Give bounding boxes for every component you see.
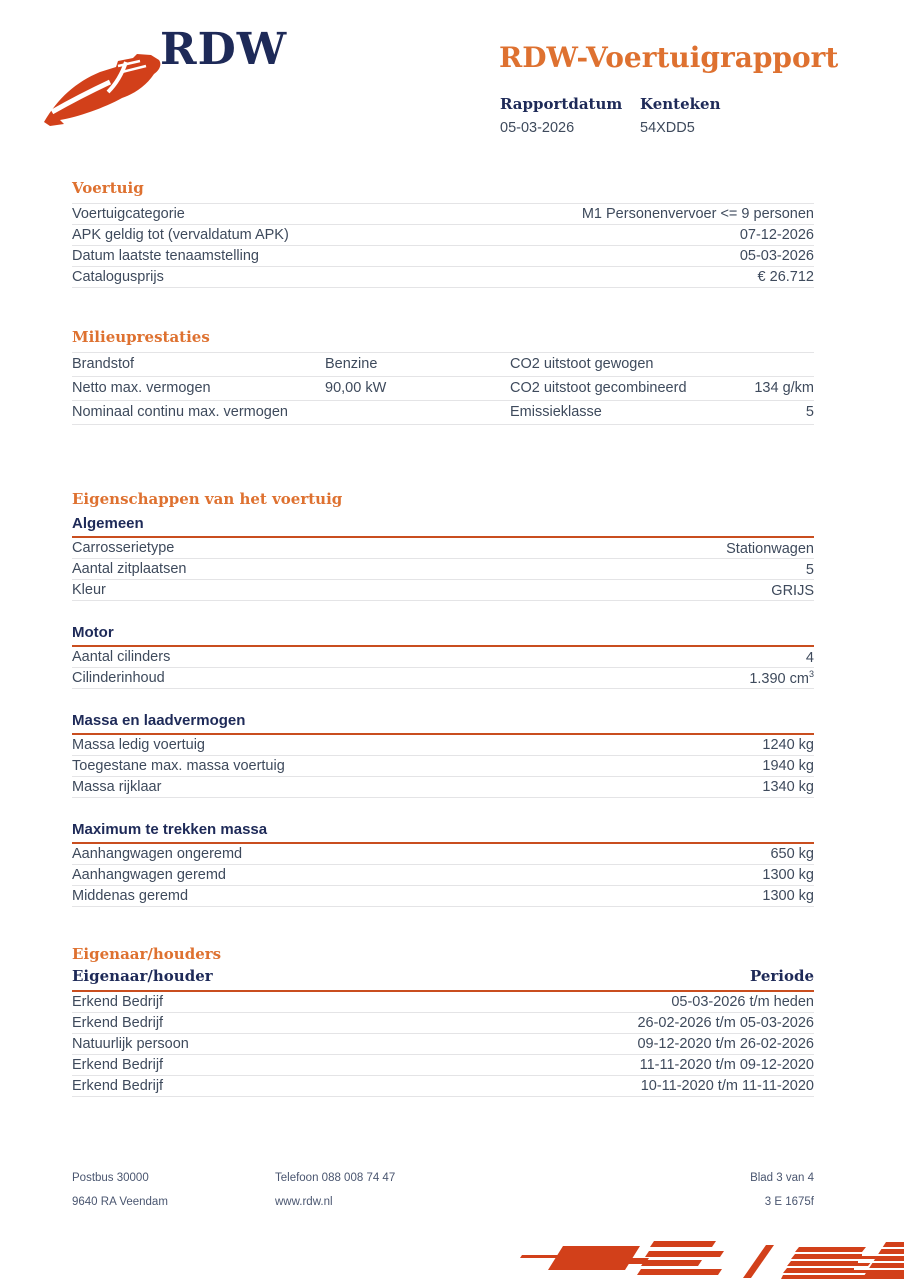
report-meta <box>500 95 780 136</box>
row-label-left: Brandstof <box>72 356 135 372</box>
table-row <box>72 756 814 777</box>
owner-period: 09-12-2020 t/m 26-02-2026 <box>637 1035 814 1052</box>
milieu-rows <box>72 353 814 425</box>
table-row <box>72 1034 814 1055</box>
row-value-text: Stationwagen <box>726 540 814 557</box>
report-date-value: 05-03-2026 <box>500 120 575 136</box>
row-value: 1940 kg <box>762 757 814 774</box>
table-row <box>72 886 814 907</box>
row-value: € 26.712 <box>757 268 814 285</box>
row-label: Cilinderinhoud <box>72 669 165 686</box>
owner-name: Natuurlijk persoon <box>72 1035 189 1052</box>
motor-rows <box>72 647 814 689</box>
voertuig-rows <box>72 204 814 288</box>
footer-phone: Telefoon 088 008 74 47 <box>275 1172 396 1184</box>
row-value-superscript: 3 <box>808 668 814 679</box>
row-label-left: Nominaal continu max. vermogen <box>72 404 288 420</box>
license-plate-label: Kenteken <box>640 95 721 113</box>
row-value <box>806 560 814 578</box>
massa-rows <box>72 735 814 798</box>
table-row <box>72 580 814 601</box>
row-value <box>749 669 814 687</box>
row-label: Datum laatste tenaamstelling <box>72 247 259 264</box>
owner-period: 05-03-2026 t/m heden <box>671 993 814 1010</box>
group-algemeen <box>72 515 814 601</box>
owner-period: 10-11-2020 t/m 11-11-2020 <box>640 1077 814 1094</box>
row-value-text: 5 <box>805 561 814 578</box>
table-row <box>72 204 814 225</box>
table-row <box>72 267 814 288</box>
owners-col-period: Periode <box>749 966 814 985</box>
footer-website: www.rdw.nl <box>275 1196 333 1208</box>
license-plate-block <box>640 95 780 136</box>
section-title-eigenschappen: Eigenschappen van het voertuig <box>72 490 343 508</box>
table-row <box>72 538 814 559</box>
page-title: RDW-Voertuigrapport <box>499 41 839 74</box>
owner-name: Erkend Bedrijf <box>72 1014 164 1031</box>
table-row <box>72 246 814 267</box>
owner-name: Erkend Bedrijf <box>72 1077 164 1094</box>
section-voertuig <box>72 180 814 288</box>
row-value-right: 134 g/km <box>754 380 814 396</box>
row-label: Voertuigcategorie <box>72 205 185 222</box>
footer-postbus: Postbus 30000 <box>72 1172 149 1184</box>
table-row <box>72 559 814 580</box>
row-label: Massa rijklaar <box>72 778 162 795</box>
table-row <box>72 225 814 246</box>
row-value-text: GRIJS <box>771 582 814 599</box>
row-value-text: 4 <box>805 649 814 666</box>
row-value: M1 Personenvervoer <= 9 personen <box>581 205 814 222</box>
row-label: Aanhangwagen ongeremd <box>72 845 243 862</box>
table-row <box>72 992 814 1013</box>
owner-period: 26-02-2026 t/m 05-03-2026 <box>637 1014 814 1031</box>
row-label: Carrosserietype <box>72 539 175 556</box>
row-value-left: 90,00 kW <box>325 380 387 396</box>
table-row <box>72 1013 814 1034</box>
row-label: Massa ledig voertuig <box>72 736 205 753</box>
row-label-right: Emissieklasse <box>510 404 602 420</box>
table-row <box>72 377 814 401</box>
row-value <box>806 648 814 666</box>
row-value: 1340 kg <box>762 778 814 795</box>
page-footer <box>72 1166 814 1214</box>
footer-form-code: 3 E 1675f <box>764 1196 814 1208</box>
row-label: Kleur <box>72 581 106 598</box>
row-label: Catalogusprijs <box>72 268 164 285</box>
section-title-milieuprestaties: Milieuprestaties <box>72 329 814 353</box>
section-eigenschappen <box>72 491 814 907</box>
table-row <box>72 777 814 798</box>
table-row <box>72 401 814 425</box>
row-value: 05-03-2026 <box>739 247 814 264</box>
table-row <box>72 865 814 886</box>
section-title-voertuig: Voertuig <box>72 180 814 204</box>
row-value-left: Benzine <box>325 356 378 372</box>
section-title-eigenaar: Eigenaar/houders <box>72 945 222 963</box>
group-massa <box>72 712 814 798</box>
table-row <box>72 1055 814 1076</box>
group-trekken <box>72 821 814 907</box>
table-row <box>72 668 814 689</box>
row-label-right: CO2 uitstoot gecombineerd <box>510 380 687 396</box>
report-date-label: Rapportdatum <box>500 95 623 113</box>
algemeen-rows <box>72 538 814 601</box>
row-value-text: 1.390 cm <box>749 670 809 687</box>
row-value: 1300 kg <box>762 866 814 883</box>
table-row <box>72 844 814 865</box>
row-value: 650 kg <box>770 845 814 862</box>
table-row <box>72 1076 814 1097</box>
table-row <box>72 353 814 377</box>
rdw-wordmark: RDW <box>160 24 288 75</box>
row-value: 1300 kg <box>762 887 814 904</box>
rdw-feather-logo-icon <box>38 52 163 127</box>
row-label-right: CO2 uitstoot gewogen <box>510 356 654 372</box>
owner-period: 11-11-2020 t/m 09-12-2020 <box>639 1056 814 1073</box>
row-value-right: 5 <box>805 404 814 420</box>
owners-rows <box>72 992 814 1097</box>
row-value <box>771 581 814 599</box>
row-label: Aantal zitplaatsen <box>72 560 187 577</box>
row-value: 1240 kg <box>762 736 814 753</box>
table-row <box>72 647 814 668</box>
owners-col-owner: Eigenaar/houder <box>72 966 213 985</box>
row-label: Toegestane max. massa voertuig <box>72 757 285 774</box>
row-label: Middenas geremd <box>72 887 189 904</box>
group-title-trekken: Maximum te trekken massa <box>72 821 814 844</box>
owner-name: Erkend Bedrijf <box>72 993 164 1010</box>
owner-name: Erkend Bedrijf <box>72 1056 164 1073</box>
group-motor <box>72 624 814 689</box>
row-value: 07-12-2026 <box>739 226 814 243</box>
owners-table-header <box>72 967 814 992</box>
row-label: Aantal cilinders <box>72 648 171 665</box>
group-title-motor: Motor <box>72 624 814 647</box>
row-value <box>726 539 814 557</box>
table-row <box>72 735 814 756</box>
footer-page-indicator: Blad 3 van 4 <box>750 1172 814 1184</box>
section-eigenaar <box>72 946 814 1097</box>
group-title-algemeen: Algemeen <box>72 515 814 538</box>
group-title-massa: Massa en laadvermogen <box>72 712 814 735</box>
report-date-block <box>500 95 640 136</box>
row-label: Aanhangwagen geremd <box>72 866 226 883</box>
footer-row-2 <box>72 1190 814 1214</box>
row-label-left: Netto max. vermogen <box>72 380 211 396</box>
footer-city: 9640 RA Veendam <box>72 1196 168 1208</box>
speed-stripes-graphic-icon <box>504 1234 904 1280</box>
footer-row-1 <box>72 1166 814 1190</box>
section-milieuprestaties <box>72 329 814 425</box>
trekken-rows <box>72 844 814 907</box>
license-plate-value: 54XDD5 <box>640 120 695 136</box>
row-label: APK geldig tot (vervaldatum APK) <box>72 226 289 243</box>
